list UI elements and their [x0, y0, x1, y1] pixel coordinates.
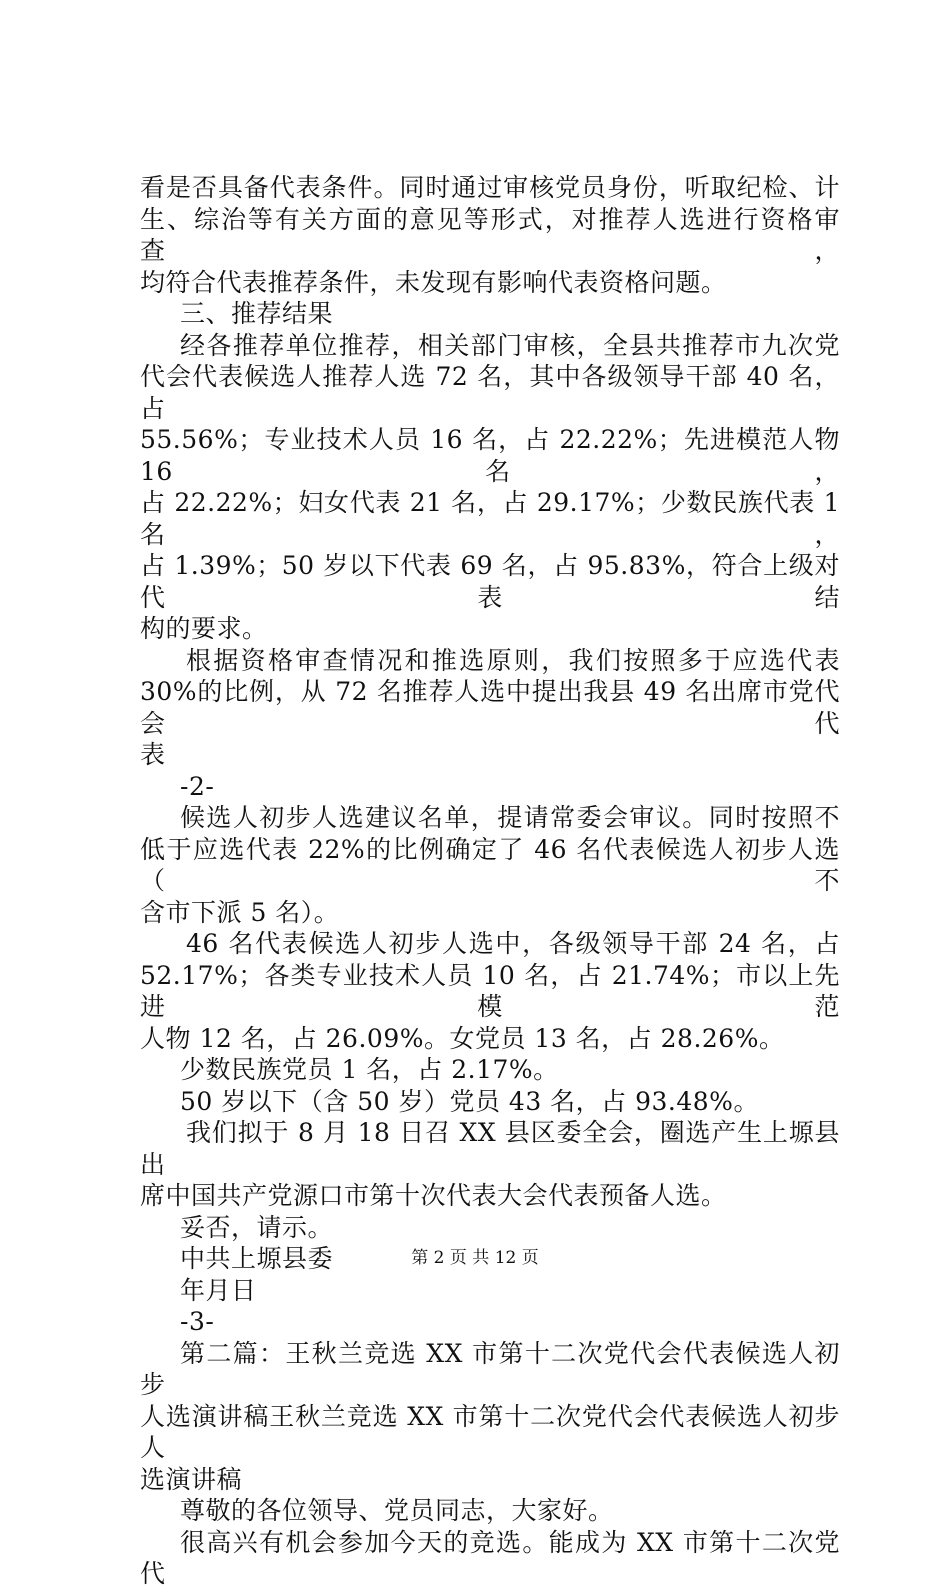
section-heading-recommendation-results: [140, 298, 840, 330]
text-line: 尊敬的各位领导、党员同志，大家好。: [180, 1496, 614, 1525]
text-line: 30%的比例，从 72 名推荐人选中提出我县 49 名出席市党代会代: [140, 677, 840, 738]
text-line: 52.17%；各类专业技术人员 10 名，占 21.74%；市以上先进模范: [140, 960, 840, 1021]
paragraph-request: [140, 1212, 840, 1244]
text-line: 根据资格审查情况和推选原则，我们按照多于应选代表: [186, 645, 840, 675]
heading-second-article: [140, 1338, 840, 1496]
text-line: 人物 12 名，占 26.09%。女党员 13 名，占 28.26%。: [140, 1023, 785, 1053]
text-line: 55.56%；专业技术人员 16 名，占 22.22%；先进模范人物 16 名，: [140, 425, 840, 486]
text-line: 席中国共产党源口市第十次代表大会代表预备人选。: [140, 1181, 727, 1210]
text-line: 46 名代表候选人初步人选中，各级领导干部 24 名，占: [186, 929, 840, 958]
text-line: 候选人初步人选建议名单，提请常委会审议。同时按照不: [180, 803, 840, 832]
paragraph-candidate-list: [140, 802, 840, 928]
paragraph-opening: [140, 1527, 840, 1590]
paragraph-recommendation-stats: [140, 330, 840, 645]
text-line: 我们拟于 8 月 18 日召 XX 县区委全会，圈选产生上塬县出: [140, 1118, 840, 1179]
section-heading: 三、推荐结果: [180, 299, 334, 328]
text-line: 少数民族党员 1 名，占 2.17%。: [180, 1055, 559, 1084]
paragraph-minority-stats: [140, 1054, 840, 1086]
text-line: 50 岁以下（含 50 岁）党员 43 名，占 93.48%。: [180, 1086, 759, 1116]
text-line: 看是否具备代表条件。同时通过审核党员身份，听取纪检、计: [140, 173, 840, 202]
signature-date: [140, 1275, 840, 1307]
page-marker: -2-: [180, 771, 215, 801]
text-line: 人选演讲稿王秋兰竞选 XX 市第十二次党代会代表候选人初步人: [140, 1401, 840, 1462]
paragraph-plenary-plan: [140, 1117, 840, 1212]
text-line: 生、综治等有关方面的意见等形式，对推荐人选进行资格审查，: [140, 204, 840, 265]
page-marker-3: [140, 1306, 840, 1338]
text-line: 很高兴有机会参加今天的竞选。能成为 XX 市第十二次党代: [140, 1527, 840, 1588]
document-body: [140, 172, 840, 1590]
text-line: 占 22.22%；妇女代表 21 名，占 29.17%；少数民族代表 1 名，: [140, 488, 840, 549]
text-line: 中共上塬县委: [180, 1244, 334, 1273]
text-line: 低于应选代表 22%的比例确定了 46 名代表候选人初步人选（不: [140, 834, 840, 895]
page-footer: [0, 1243, 950, 1268]
text-line: 年月日: [180, 1275, 257, 1305]
paragraph-greeting: [140, 1495, 840, 1527]
page-marker-2: [140, 771, 840, 803]
text-line: 含市下派 5 名）。: [140, 897, 340, 927]
text-line: 构的要求。: [140, 614, 268, 643]
text-line: 占 1.39%；50 岁以下代表 69 名，占 95.83%，符合上级对代表结: [140, 551, 840, 612]
page-number-label: 第 2 页 共 12 页: [411, 1248, 539, 1268]
text-line: 均符合代表推荐条件，未发现有影响代表资格问题。: [140, 267, 727, 297]
page-marker: -3-: [180, 1307, 215, 1336]
text-line: 第二篇：王秋兰竞选 XX 市第十二次党代会代表候选人初步: [140, 1338, 840, 1399]
text-line: 代会代表候选人推荐人选 72 名，其中各级领导干部 40 名，占: [140, 362, 840, 423]
text-line: 选演讲稿: [140, 1464, 243, 1494]
paragraph-age-stats: [140, 1086, 840, 1118]
text-line: 经各推荐单位推荐，相关部门审核，全县共推荐市九次党: [180, 330, 840, 360]
paragraph-qualification-review: [140, 172, 840, 298]
paragraph-selection-principle: [140, 645, 840, 771]
paragraph-candidate-stats: [140, 928, 840, 1054]
text-line: 妥否，请示。: [180, 1212, 334, 1242]
text-line: 表: [140, 740, 166, 769]
